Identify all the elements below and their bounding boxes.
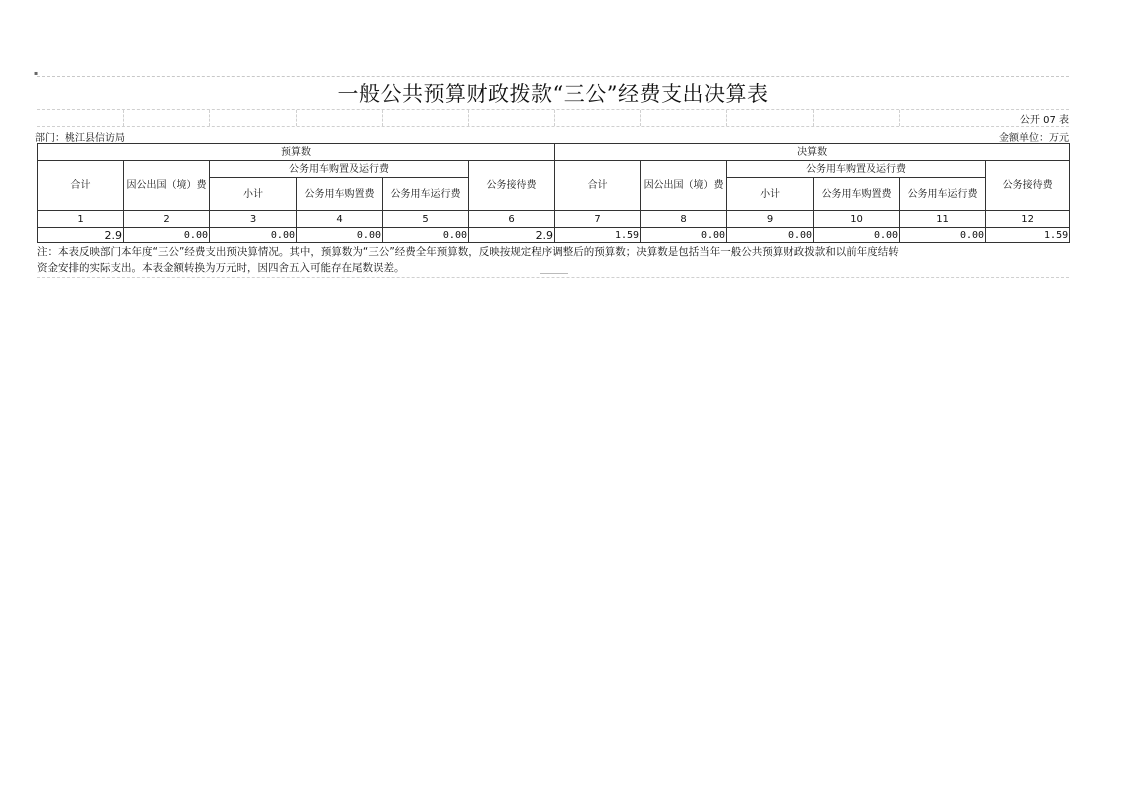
column-number-cell: 6 (469, 211, 555, 228)
budget-vehicle-purchase-header: 公务用车购置费 (297, 178, 383, 211)
value-cell: 0.00 (727, 228, 814, 243)
value-row (38, 228, 1070, 243)
value-cell: 1.59 (986, 228, 1070, 243)
value-cell: 0.00 (383, 228, 469, 243)
column-number-cell: 9 (727, 211, 814, 228)
value-cell: 0.00 (297, 228, 383, 243)
info-row (37, 127, 1069, 143)
column-number-cell: 8 (641, 211, 727, 228)
blank-grid-row (37, 110, 1069, 127)
note-line: 资金安排的实际支出。本表金额转换为万元时，因四舍五入可能存在尾数误差。 (37, 262, 405, 274)
page-title: 一般公共预算财政拨款“三公”经费支出决算表 (337, 82, 769, 106)
value-cell: 0.00 (124, 228, 210, 243)
report-sheet (37, 76, 1069, 278)
final-vehicle-purchase-header: 公务用车购置费 (814, 178, 900, 211)
value-cell: 0.00 (210, 228, 297, 243)
budget-total-header: 合计 (38, 161, 124, 211)
column-number-cell: 12 (986, 211, 1070, 228)
value-cell: 0.00 (641, 228, 727, 243)
note-block (37, 243, 1069, 276)
note-line: 注：本表反映部门本年度“三公”经费支出预决算情况。其中，预算数为“三公”经费全年预算数，反映按规定程序调整后的预算数；决算数是包括当年一般公共预算财政拨款和以前年度结转 (37, 246, 899, 258)
value-cell: 2.9 (469, 228, 555, 243)
value-cell: 1.59 (555, 228, 641, 243)
value-cell: 0.00 (814, 228, 900, 243)
department-label: 部门：桃江县信访局 (35, 133, 125, 144)
column-number-cell: 4 (297, 211, 383, 228)
column-number-cell: 7 (555, 211, 641, 228)
budget-vehicle-group-header: 公务用车购置及运行费 (210, 161, 469, 178)
final-vehicle-group-header: 公务用车购置及运行费 (727, 161, 986, 178)
budget-group-header: 预算数 (38, 144, 555, 161)
final-abroad-header: 因公出国（境）费 (641, 161, 727, 211)
final-group-header: 决算数 (555, 144, 1070, 161)
header-row-categories (38, 161, 1070, 178)
column-number-cell: 10 (814, 211, 900, 228)
final-vehicle-operation-header: 公务用车运行费 (900, 178, 986, 211)
column-number-cell: 11 (900, 211, 986, 228)
value-cell: 2.9 (38, 228, 124, 243)
amount-unit-label: 金额单位：万元 (999, 133, 1069, 144)
header-row-groups (38, 144, 1070, 161)
column-number-cell: 3 (210, 211, 297, 228)
budget-abroad-header: 因公出国（境）费 (124, 161, 210, 211)
budget-reception-header: 公务接待费 (469, 161, 555, 211)
title-row (37, 76, 1069, 110)
value-cell: 0.00 (900, 228, 986, 243)
final-reception-header: 公务接待费 (986, 161, 1070, 211)
column-number-row (38, 211, 1070, 228)
final-total-header: 合计 (555, 161, 641, 211)
final-subtotal-header: 小计 (727, 178, 814, 211)
budget-vehicle-operation-header: 公务用车运行费 (383, 178, 469, 211)
corner-mark: ▪ (34, 70, 39, 77)
column-number-cell: 2 (124, 211, 210, 228)
form-code: 公开 07 表 (1019, 115, 1069, 126)
column-number-cell: 5 (383, 211, 469, 228)
bottom-dashed-border (37, 276, 1069, 278)
expense-table (37, 143, 1070, 243)
budget-subtotal-header: 小计 (210, 178, 297, 211)
column-number-cell: 1 (38, 211, 124, 228)
